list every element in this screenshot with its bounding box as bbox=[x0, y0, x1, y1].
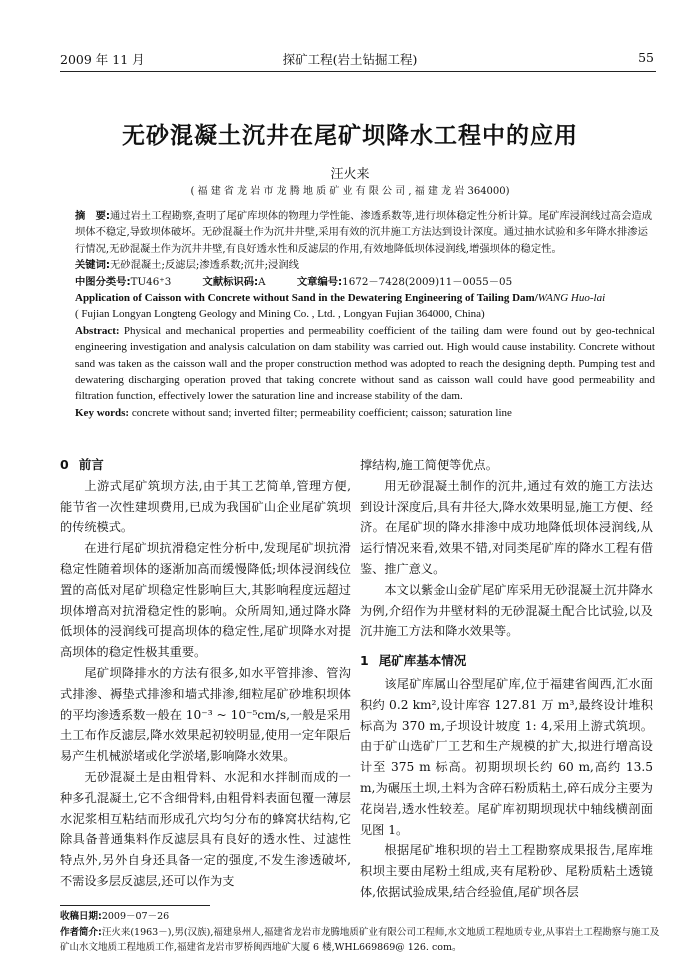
paper-title: 无砂混凝土沉井在尾矿坝降水工程中的应用 bbox=[122, 123, 578, 149]
paragraph: 用无砂混凝土制作的沉井,通过有效的施工方法达到设计深度后,具有井径大,降水效果明显,施工方便、经济。在尾矿坝的降水排渗中成功地降低坝体浸润线,从运行情况来看,效果不错,对同类尾矿库的降水工程有借鉴、推广意义。 bbox=[360, 478, 653, 576]
keywords-cn bbox=[75, 257, 655, 273]
received-date bbox=[60, 909, 660, 925]
abstract-en bbox=[75, 323, 655, 405]
section-0-number: 0 bbox=[60, 457, 69, 472]
english-affiliation: ( Fujian Longyan Longteng Geology and Mining Co. , Ltd. , Longyan Fujian 364000, China) bbox=[75, 308, 485, 321]
clc-label: 中图分类号: bbox=[75, 275, 131, 288]
section-1-title: 尾矿库基本情况 bbox=[378, 653, 467, 669]
abstract-cn-label: 摘 要: bbox=[75, 210, 111, 222]
doc-code-label: 文献标识码: bbox=[202, 275, 259, 288]
header-page-number: 55 bbox=[638, 50, 654, 65]
footnote bbox=[60, 909, 660, 956]
right-column bbox=[360, 455, 653, 903]
header-journal: 探矿工程(岩土钻掘工程) bbox=[282, 52, 418, 67]
keywords-cn-text: 无砂混凝土;反滤层;渗透系数;沉井;浸润线 bbox=[110, 259, 299, 272]
abstract-en-text: Physical and mechanical properties and permeability coefficient of the tailing dam were found out by geo-technical engineering investigation and analysis calculation on dam stability was carried out. High would cause instability. Concrete without sand was taken as the caisson wall and the proper construction method was adopted to reach the designing depth. Pumping test and dewatering discharging operation proved that taking concrete without sand as caisson wall could have good permeability and filtration function, effectively lower the saturation line and increase stability of the dam. bbox=[75, 324, 655, 403]
article-number-value: 1672－7428(2009)11－0055－05 bbox=[342, 275, 513, 288]
abstract-block bbox=[75, 208, 655, 421]
paragraph-continued: 撑结构,施工简便等优点。 bbox=[360, 458, 498, 472]
section-1-number: 1 bbox=[360, 653, 369, 669]
keywords-en-label: Key words: bbox=[75, 406, 130, 419]
english-title bbox=[75, 290, 655, 306]
article-number-label: 文章编号: bbox=[296, 275, 343, 288]
paragraph: 该尾矿库属山谷型尾矿库,位于福建省闽西,汇水面积约 0.2 km²,设计库容 127.81 万 m³,最终设计堆积标高为 370 m,子坝设计坡度 1: 4,采用上游式筑坝。由于矿山选矿厂工艺和生产规模的扩大,拟进行增高设计至 375 m 标高。初期坝坝长约 60 m,高约 13.5 m,为碾压土坝,土料为含碎石粉质粘土,碎石成分主要为花岗岩,透水性较差。尾矿库初期坝现状中轴线横剖面见图 1。 bbox=[360, 676, 653, 837]
paragraph: 上游式尾矿筑坝方法,由于其工艺简单,管理方便,能节省一次性建坝费用,已成为我国矿山企业尾矿筑坝的传统模式。 bbox=[60, 478, 351, 535]
left-column bbox=[60, 455, 351, 892]
abstract-cn-text: 通过岩土工程勘察,查明了尾矿库坝体的物理力学性能、渗透系数等,进行坝体稳定性分析计算。尾矿库浸润线过高会造成坝体不稳定,导致坝体破坏。无砂混凝土作为沉井井壁,采用有效的沉井施工方法达到设计深度。通过抽水试验和多年降水排渗运行情况,无砂混凝土作为沉井井壁,有良好透水性和反滤层的作用,有效地降低坝体浸润线,增强坝体的稳定性。 bbox=[75, 210, 652, 255]
section-0-title: 前言 bbox=[78, 457, 104, 472]
clc-value: TU46⁺3 bbox=[130, 275, 172, 288]
bio-text: 汪火来(1963－),男(汉族),福建泉州人,福建省龙岩市龙腾地质矿业有限公司工程师,水文地质工程地质专业,从事岩土工程勘察与施工及矿山水文地质工程地质工作,福建省龙岩市罗桥闽西地矿大厦 6 楼,WHL669869@ 126. com。 bbox=[60, 926, 660, 953]
paragraph: 根据尾矿堆积坝的岩土工程勘察成果报告,尾库堆积坝主要由尾粉土组成,夹有尾粉砂、尾粉质粘土透镜体,依据试验成果,结合经验值,尾矿坝各层 bbox=[360, 843, 653, 899]
paragraph: 尾矿坝降排水的方法有很多,如水平管排渗、管沟式排渗、褥垫式排渗和墙式排渗,细粒尾矿砂堆积坝体的平均渗透系数一般在 10⁻³ ~ 10⁻⁵cm/s,一般是采用土工布作反滤层,降水效果起初较明显,使用一定年限后易产生机械淤堵或化学淤堵,影响降水效果。 bbox=[60, 665, 351, 764]
header-rule bbox=[60, 71, 656, 72]
section-1-heading bbox=[360, 651, 653, 672]
paragraph: 在进行尾矿坝抗滑稳定性分析中,发现尾矿坝抗滑稳定性随着坝体的逐渐加高而缓慢降低;坝体浸润线位置的高低对尾矿坝稳定性影响巨大,其影响程度远超过坝体增高对抗滑稳定性的影响。众所周知,通过降水降低坝体的浸润线可提高坝体的稳定性,尾矿坝降水对提高坝体的稳定性极其重要。 bbox=[60, 541, 351, 660]
paragraph: 本文以紫金山金矿尾矿库采用无砂混凝土沉井降水为例,介绍作为井壁材料的无砂混凝土配合比试验,以及沉井施工方法和降水效果等。 bbox=[360, 582, 653, 639]
keywords-en-text: concrete without sand; inverted filter; permeability coefficient; caisson; saturation line bbox=[129, 406, 512, 419]
abstract-en-label: Abstract: bbox=[75, 324, 120, 337]
english-title-main: Application of Caisson with Concrete without Sand in the Dewatering Engineering of Tailing Dam/ bbox=[75, 292, 538, 305]
author-name: 汪火来 bbox=[330, 167, 370, 182]
keywords-en bbox=[75, 405, 655, 421]
header-date: 2009 年 11 月 bbox=[60, 52, 145, 67]
received-label: 收稿日期: bbox=[60, 911, 102, 922]
classification-line bbox=[75, 274, 655, 290]
author-affiliation: ( 福 建 省 龙 岩 市 龙 腾 地 质 矿 业 有 限 公 司 , 福 建 龙 岩 364000) bbox=[190, 186, 510, 197]
bio-label: 作者简介: bbox=[60, 926, 102, 938]
doc-code-value: A bbox=[258, 275, 266, 288]
english-author: WANG Huo-lai bbox=[537, 292, 606, 305]
author-bio bbox=[60, 925, 660, 956]
section-0-heading bbox=[60, 455, 351, 476]
received-value: 2009－07－26 bbox=[101, 911, 170, 922]
paragraph: 无砂混凝土是由粗骨料、水泥和水拌制而成的一种多孔混凝土,它不含细骨料,由粗骨料表面包覆一薄层水泥浆相互粘结而形成孔穴均匀分布的蜂窝状结构,它除具备普通集料作反滤层具有良好的透水性、过滤性特点外,另外自身还具备一定的强度,不发生渗透破坏,不需设多层反滤层,还可以作为支 bbox=[60, 769, 351, 888]
keywords-cn-label: 关键词: bbox=[75, 259, 111, 272]
footnote-rule bbox=[60, 905, 210, 906]
abstract-cn bbox=[75, 208, 655, 257]
